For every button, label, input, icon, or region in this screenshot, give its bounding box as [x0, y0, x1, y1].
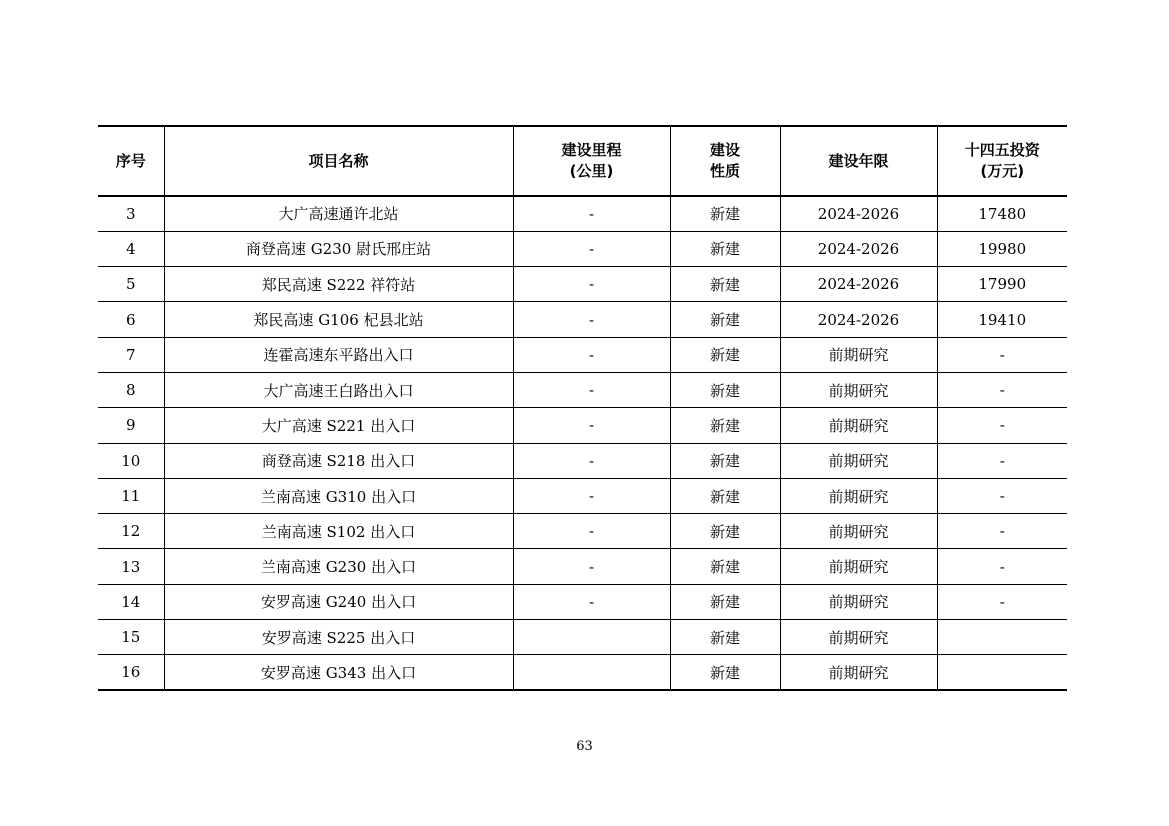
table-row [98, 549, 1067, 584]
table-row [98, 443, 1067, 478]
cell-mileage: - [513, 337, 670, 372]
cell-period: 2024-2026 [780, 231, 937, 266]
cell-investment: - [937, 549, 1067, 584]
cell-nature: 新建 [670, 443, 780, 478]
header-mileage [513, 126, 670, 196]
table-row [98, 231, 1067, 266]
cell-investment [937, 620, 1067, 655]
cell-period: 前期研究 [780, 514, 937, 549]
header-investment-line-1: 十四五投资 [964, 141, 1040, 159]
cell-investment: - [937, 584, 1067, 619]
cell-nature: 新建 [670, 302, 780, 337]
cell-name: 安罗高速 G240 出入口 [164, 584, 513, 619]
cell-period: 前期研究 [780, 408, 937, 443]
cell-period: 前期研究 [780, 443, 937, 478]
header-nature [670, 126, 780, 196]
project-table [98, 125, 1067, 691]
cell-mileage: - [513, 514, 670, 549]
header-index-line: 序号 [115, 151, 146, 170]
cell-period: 前期研究 [780, 620, 937, 655]
cell-name: 大广高速通许北站 [164, 196, 513, 231]
cell-period: 前期研究 [780, 655, 937, 690]
header-nature-line-2: 性质 [709, 162, 740, 180]
cell-index: 6 [98, 302, 164, 337]
cell-index: 7 [98, 337, 164, 372]
cell-mileage: - [513, 584, 670, 619]
cell-nature: 新建 [670, 337, 780, 372]
cell-mileage: - [513, 408, 670, 443]
header-index [98, 126, 164, 196]
cell-investment: - [937, 443, 1067, 478]
cell-nature: 新建 [670, 196, 780, 231]
table-row [98, 372, 1067, 407]
cell-name: 连霍高速东平路出入口 [164, 337, 513, 372]
cell-index: 12 [98, 514, 164, 549]
cell-nature: 新建 [670, 267, 780, 302]
cell-mileage: - [513, 443, 670, 478]
cell-index: 3 [98, 196, 164, 231]
cell-investment: - [937, 478, 1067, 513]
header-period-line: 建设年限 [828, 151, 889, 170]
table-header [98, 126, 1067, 196]
header-name [164, 126, 513, 196]
cell-nature: 新建 [670, 549, 780, 584]
cell-name: 兰南高速 S102 出入口 [164, 514, 513, 549]
cell-investment: - [937, 408, 1067, 443]
cell-name: 商登高速 G230 尉氏邢庄站 [164, 231, 513, 266]
table-row [98, 196, 1067, 231]
cell-nature: 新建 [670, 408, 780, 443]
cell-name: 大广高速王白路出入口 [164, 372, 513, 407]
cell-nature: 新建 [670, 478, 780, 513]
cell-nature: 新建 [670, 514, 780, 549]
cell-name: 商登高速 S218 出入口 [164, 443, 513, 478]
cell-index: 5 [98, 267, 164, 302]
table-row [98, 514, 1067, 549]
table-body [98, 196, 1067, 690]
cell-nature: 新建 [670, 372, 780, 407]
cell-name: 安罗高速 S225 出入口 [164, 620, 513, 655]
cell-mileage: - [513, 372, 670, 407]
cell-name: 郑民高速 G106 杞县北站 [164, 302, 513, 337]
cell-nature: 新建 [670, 231, 780, 266]
cell-investment [937, 655, 1067, 690]
cell-index: 13 [98, 549, 164, 584]
project-table-container [98, 125, 1067, 691]
header-period [780, 126, 937, 196]
cell-index: 15 [98, 620, 164, 655]
cell-name: 兰南高速 G310 出入口 [164, 478, 513, 513]
header-name-line: 项目名称 [308, 151, 369, 170]
cell-period: 2024-2026 [780, 267, 937, 302]
cell-index: 16 [98, 655, 164, 690]
cell-index: 4 [98, 231, 164, 266]
cell-period: 前期研究 [780, 478, 937, 513]
header-mileage-line-1: 建设里程 [561, 141, 622, 159]
cell-investment: - [937, 337, 1067, 372]
cell-mileage: - [513, 549, 670, 584]
header-row [98, 126, 1067, 196]
cell-mileage: - [513, 302, 670, 337]
cell-mileage: - [513, 231, 670, 266]
table-row [98, 655, 1067, 690]
header-investment-line-2: (万元) [980, 162, 1025, 180]
table-row [98, 408, 1067, 443]
cell-period: 前期研究 [780, 337, 937, 372]
cell-period: 2024-2026 [780, 196, 937, 231]
cell-investment: - [937, 372, 1067, 407]
cell-investment: - [937, 514, 1067, 549]
cell-mileage [513, 655, 670, 690]
cell-investment: 19980 [937, 231, 1067, 266]
cell-mileage: - [513, 196, 670, 231]
cell-investment: 17990 [937, 267, 1067, 302]
table-row [98, 620, 1067, 655]
cell-name: 兰南高速 G230 出入口 [164, 549, 513, 584]
cell-index: 10 [98, 443, 164, 478]
cell-index: 9 [98, 408, 164, 443]
cell-nature: 新建 [670, 655, 780, 690]
table-row [98, 267, 1067, 302]
page-number: 63 [576, 739, 593, 754]
cell-index: 11 [98, 478, 164, 513]
cell-name: 大广高速 S221 出入口 [164, 408, 513, 443]
cell-name: 安罗高速 G343 出入口 [164, 655, 513, 690]
header-nature-line-1: 建设 [709, 141, 740, 159]
cell-period: 前期研究 [780, 549, 937, 584]
cell-nature: 新建 [670, 620, 780, 655]
table-row [98, 337, 1067, 372]
cell-period: 2024-2026 [780, 302, 937, 337]
table-row [98, 478, 1067, 513]
header-mileage-line-2: (公里) [569, 162, 614, 180]
table-row [98, 584, 1067, 619]
cell-period: 前期研究 [780, 372, 937, 407]
cell-mileage: - [513, 267, 670, 302]
cell-mileage [513, 620, 670, 655]
table-row [98, 302, 1067, 337]
cell-index: 14 [98, 584, 164, 619]
cell-nature: 新建 [670, 584, 780, 619]
cell-name: 郑民高速 S222 祥符站 [164, 267, 513, 302]
cell-mileage: - [513, 478, 670, 513]
cell-investment: 17480 [937, 196, 1067, 231]
cell-index: 8 [98, 372, 164, 407]
cell-period: 前期研究 [780, 584, 937, 619]
cell-investment: 19410 [937, 302, 1067, 337]
header-investment [937, 126, 1067, 196]
